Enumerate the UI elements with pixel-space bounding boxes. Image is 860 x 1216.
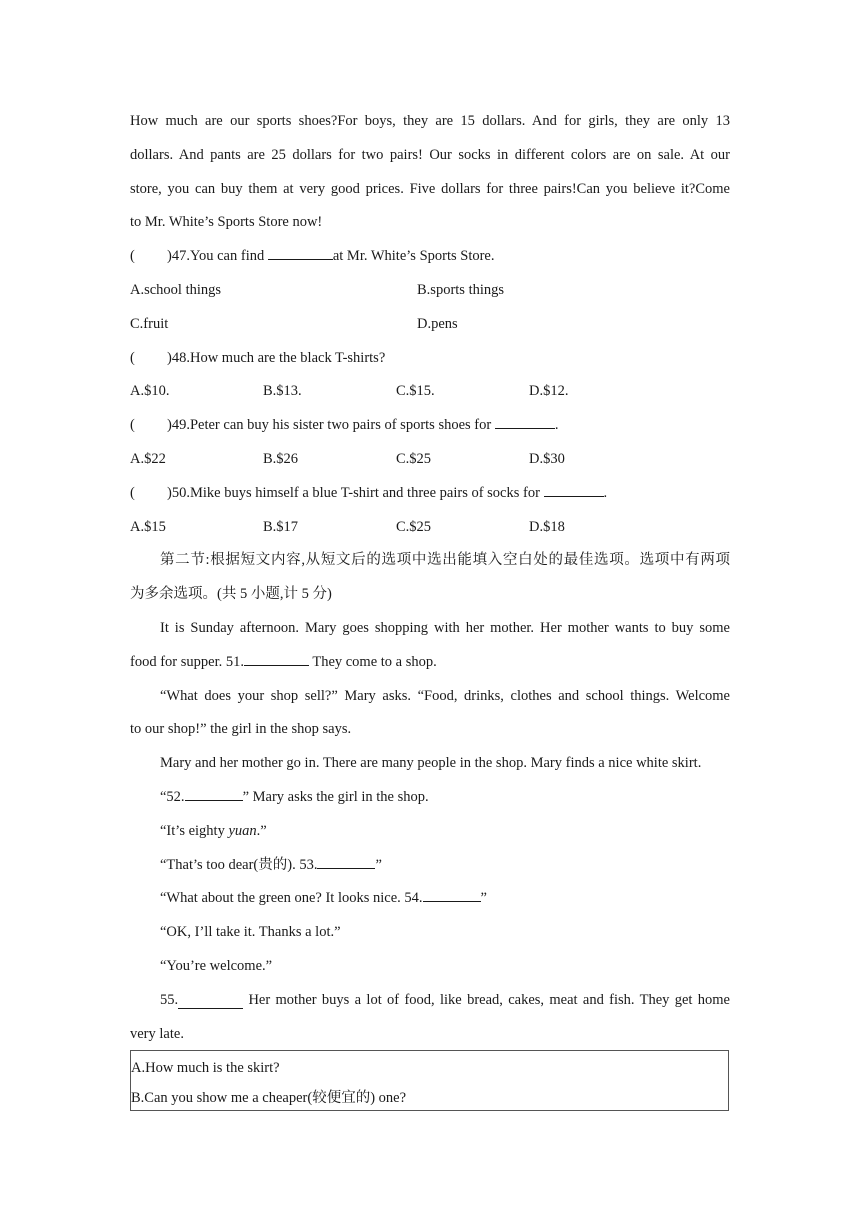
story-line: “You’re welcome.” <box>160 957 273 974</box>
option-a: A.$15 <box>130 518 166 535</box>
question-48: ( )48.How much are the black T-shirts? <box>130 349 386 366</box>
section-instruction: 为多余选项。(共 5 小题,计 5 分) <box>130 586 332 603</box>
story-line: to our shop!” the girl in the shop says. <box>130 721 352 738</box>
story-line: “OK, I’ll take it. Thanks a lot.” <box>160 924 341 941</box>
question-49: ( )49.Peter can buy his sister two pairs of sports shoes for . <box>130 409 730 443</box>
answer-blank <box>244 651 309 666</box>
passage-line: dollars. And pants are 25 dollars for two pairs! Our socks in different colors are on sale. At our <box>130 146 730 163</box>
passage-line: to Mr. White’s Sports Store now! <box>130 214 323 231</box>
story-line: “What about the green one? It looks nice. 54. ” <box>130 882 730 916</box>
story-line: Mary and her mother go in. There are many people in the shop. Mary finds a nice white skirt. <box>160 755 702 772</box>
options-row <box>130 375 730 409</box>
option-a: A.$10. <box>130 383 170 400</box>
option-c: C.fruit <box>130 315 169 332</box>
option-d: D.$30 <box>529 450 565 467</box>
options-row <box>130 308 730 342</box>
story-line: 55. Her mother buys a lot of food, like bread, cakes, meat and fish. They get home <box>160 991 730 1008</box>
option-b: B.$13. <box>263 383 302 400</box>
option-d: D.$12. <box>529 383 569 400</box>
option-a: A.school things <box>130 281 222 298</box>
story-line: “That’s too dear(贵的). 53. ” <box>130 849 730 883</box>
answer-blank <box>185 786 243 801</box>
passage-line: store, you can buy them at very good prices. Five dollars for three pairs!Can you believe it?Come <box>130 180 730 197</box>
answer-blank <box>544 482 604 497</box>
story-line: “52. ” Mary asks the girl in the shop. <box>130 781 730 815</box>
story-line: very late. <box>130 1025 184 1042</box>
options-row <box>130 511 730 545</box>
story-line: It is Sunday afternoon. Mary goes shopping with her mother. Her mother wants to buy some <box>160 619 730 636</box>
answer-blank <box>268 245 333 260</box>
answer-blank <box>495 414 555 429</box>
story-line: food for supper. 51. They come to a shop. <box>130 646 730 680</box>
answer-blank <box>317 854 375 869</box>
option-a: A.$22 <box>130 450 166 467</box>
option-c: C.$25 <box>396 518 432 535</box>
question-50: ( )50.Mike buys himself a blue T-shirt and three pairs of socks for . <box>130 477 730 511</box>
option-b: B.sports things <box>417 281 505 298</box>
option-c: C.$25 <box>396 450 432 467</box>
document-page <box>130 105 730 1051</box>
options-row <box>130 443 730 477</box>
answer-blank <box>178 994 243 1009</box>
choices-box <box>130 1050 729 1111</box>
story-line: “What does your shop sell?” Mary asks. “Food, drinks, clothes and school things. Welcome <box>160 687 730 704</box>
passage-line: How much are our sports shoes?For boys, they are 15 dollars. And for girls, they are only 13 <box>130 113 730 129</box>
choice-b: B.Can you show me a cheaper(较便宜的) one? <box>131 1090 407 1106</box>
question-47: ( )47.You can find at Mr. White’s Sports Store. <box>130 240 730 274</box>
story-line: “It’s eighty yuan.” <box>160 822 267 839</box>
options-row <box>130 274 730 308</box>
section-instruction: 第二节:根据短文内容,从短文后的选项中选出能填入空白处的最佳选项。选项中有两项 <box>160 552 730 569</box>
option-d: D.$18 <box>529 518 565 535</box>
option-b: B.$26 <box>263 450 299 467</box>
option-d: D.pens <box>417 315 458 332</box>
answer-paren: ( ) <box>130 248 172 265</box>
choice-a: A.How much is the skirt? <box>131 1060 280 1076</box>
option-c: C.$15. <box>396 383 435 400</box>
answer-blank <box>423 887 481 902</box>
option-b: B.$17 <box>263 518 299 535</box>
